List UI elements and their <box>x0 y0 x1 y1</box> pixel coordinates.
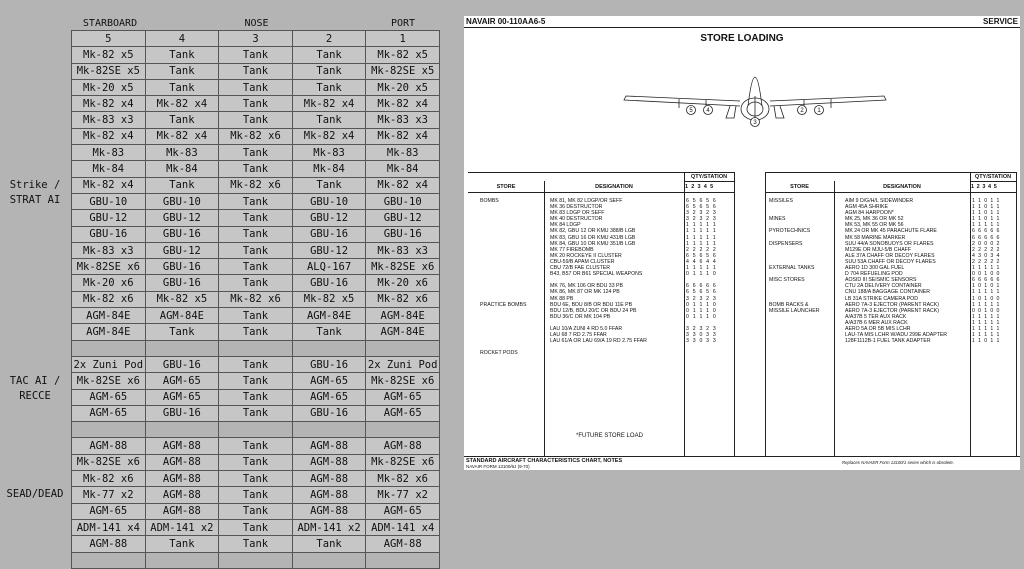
group-label-line: RECCE <box>19 389 51 402</box>
loadout-row <box>72 161 440 177</box>
loadout-cell: GBU-12 <box>292 210 366 226</box>
loadout-cell: AGM-84E <box>366 308 440 324</box>
loadout-cell: GBU-16 <box>366 226 440 242</box>
loadout-cell: Mk-82 x4 <box>72 96 146 112</box>
doc-id: NAVAIR 00-110AA6-5 <box>466 17 546 26</box>
station-marker-4: 4 <box>706 108 710 114</box>
loadout-cell: Tank <box>219 79 293 95</box>
loadout-cell: Tank <box>219 438 293 454</box>
left-designations: MK 81, MK 82 LDGP/OR SEFF MK 36 DESTRUCTOR MK 83 LDGP OR SEFF MK 40 DESTRUCTOR MK 84 LDGP MK 82, GBU 12 OR KMU 388/B LGB MK 83, GBU 16 OR KMU 431/B LGB MK 84, GBU 10 OR KMU 351/B LGB MK 77 FIREBOMB MK 20 ROCKEYE II CLUSTER CBU-59/B APAM CLUSTER CBU 72/B FAE CLUSTER B43, B57 OR B61 SPECIAL WEAPONS MK 76, MK 106 OR BDU 33 PB MK 86, MK 87 OR MK 124 PB MK 88 PB BDU 6E, BDU 8/B OR BDU 11E PB BDU 12/B, BDU 20/C OR BDU 24 PB BDU 36/C OR MK 104 PB LAU 10/A ZUNI 4 RD 5.0 FFAR LAU 68 7 RD 2.75 FFAR LAU 61/A OR LAU 69/A 19 RD 2.75 FFAR <box>550 198 647 345</box>
loadout-row <box>72 96 440 112</box>
loadout-cell: AGM-88 <box>292 471 366 487</box>
group-label <box>0 487 70 502</box>
loadout-cell: Tank <box>219 471 293 487</box>
loadout-cell: AGM-65 <box>72 503 146 519</box>
group-label <box>0 178 70 208</box>
loadout-cell: Mk-77 x2 <box>366 487 440 503</box>
loadout-cell: GBU-16 <box>292 226 366 242</box>
loadout-cell: Mk-82 x4 <box>292 128 366 144</box>
loadout-row <box>72 324 440 340</box>
loadout-row <box>72 373 440 389</box>
service-label: SERVICE <box>983 17 1018 26</box>
loadout-cell: Mk-82 x4 <box>72 177 146 193</box>
loadout-cell: Mk-82 x6 <box>366 291 440 307</box>
loadout-cell: GBU-12 <box>145 242 219 258</box>
loadout-cell: Mk-82 x6 <box>219 291 293 307</box>
station-number: 3 <box>219 31 293 47</box>
loadout-cell: 2x Zuni Pod <box>366 356 440 372</box>
loadout-cell: GBU-16 <box>72 226 146 242</box>
loadout-row <box>72 112 440 128</box>
loadout-cell: Tank <box>219 503 293 519</box>
loadout-row <box>72 389 440 405</box>
station-cols-right: 12345 <box>971 184 1000 190</box>
station-marker-2: 2 <box>800 108 804 114</box>
loadout-row <box>72 145 440 161</box>
loadout-row <box>72 63 440 79</box>
loadout-row <box>72 291 440 307</box>
loadout-cell: GBU-16 <box>145 226 219 242</box>
group-label-line: SEAD/DEAD <box>6 488 64 501</box>
loadout-row <box>72 405 440 421</box>
loadout-cell: Mk-83 <box>72 145 146 161</box>
loadout-cell: AGM-88 <box>292 503 366 519</box>
loadout-cell: AGM-65 <box>145 373 219 389</box>
loadout-cell: Tank <box>292 177 366 193</box>
loadout-cell: AGM-65 <box>72 405 146 421</box>
loadout-cell: Mk-84 <box>72 161 146 177</box>
loadout-cell: AGM-88 <box>145 503 219 519</box>
loadout-cell: Tank <box>219 519 293 535</box>
group-separator-row <box>72 340 440 356</box>
station-marker-1: 1 <box>817 108 821 114</box>
loadout-cell: Mk-82 x4 <box>292 96 366 112</box>
loadout-cell: Mk-83 x3 <box>366 112 440 128</box>
loadout-cell: Mk-82SE x5 <box>366 63 440 79</box>
station-cols-left: 12345 <box>685 184 717 190</box>
loadout-cell: Tank <box>219 193 293 209</box>
loadout-cell: Tank <box>219 536 293 552</box>
loadout-cell: AGM-84E <box>145 308 219 324</box>
loadout-cell: GBU-16 <box>145 259 219 275</box>
loadout-cell: Mk-82 x4 <box>72 128 146 144</box>
loadout-cell: GBU-16 <box>292 356 366 372</box>
loadout-cell: Tank <box>145 324 219 340</box>
loadout-cell: ADM-141 x2 <box>145 519 219 535</box>
loadout-cell: GBU-10 <box>145 193 219 209</box>
loadout-cell: Mk-83 x3 <box>72 242 146 258</box>
loadout-cell: AGM-84E <box>72 324 146 340</box>
loadout-table <box>71 30 440 569</box>
loadout-cell: GBU-10 <box>72 193 146 209</box>
future-store-note: *FUTURE STORE LOAD <box>576 433 643 439</box>
group-label-line: Strike / <box>9 179 61 191</box>
loadout-row <box>72 487 440 503</box>
loadout-cell: Tank <box>219 145 293 161</box>
loadout-cell: Tank <box>219 242 293 258</box>
loadout-cell: Tank <box>292 63 366 79</box>
loadout-cell: Tank <box>219 112 293 128</box>
right-store-categories: MISSILES MINES PYROTECHNICS DISPENSERS EXTERNAL TANKS MISC STORES BOMB RACKS & MISSILE LAUNCHER <box>769 198 820 314</box>
loadout-cell: Mk-82 x5 <box>145 291 219 307</box>
loadout-cell: Mk-83 x3 <box>72 112 146 128</box>
loadout-cell: Mk-82SE x5 <box>72 63 146 79</box>
loadout-cell: Mk-82 x6 <box>219 177 293 193</box>
loadout-row <box>72 356 440 372</box>
starboard-header: STARBOARD <box>82 18 138 29</box>
loadout-cell: AGM-88 <box>145 471 219 487</box>
loadout-cell: Mk-83 <box>145 145 219 161</box>
loadout-cell: Tank <box>292 79 366 95</box>
right-quantities: 1 1 0 1 1 1 1 0 1 1 1 1 0 1 1 1 1 0 1 1 1 1 1 1 1 6 6 6 6 6 6 6 6 6 6 2 0 0 0 2 2 2 2 2 2 4 3 0 3 4 2 2 2 2 2 1 1 1 1 1 0 0 1 0 0 6 6 6 6 6 1 0 1 0 1 1 1 1 1 1 1 0 1 0 0 1 1 1 1 1 0 0 1 0 0 1 1 1 1 1 1 1 1 1 1 1 1 1 1 1 1 1 1 1 1 1 1 0 1 1 <box>972 198 1001 345</box>
loadout-cell: GBU-16 <box>292 405 366 421</box>
port-header: PORT <box>390 18 416 29</box>
loadout-cell: AGM-88 <box>145 487 219 503</box>
loadout-cell: Tank <box>145 112 219 128</box>
loadout-cell: Tank <box>145 47 219 63</box>
loadout-cell: ADM-141 x2 <box>292 519 366 535</box>
loadout-cell: AGM-65 <box>366 405 440 421</box>
loadout-cell: AGM-65 <box>292 373 366 389</box>
loadout-cell: Mk-82SE x6 <box>366 373 440 389</box>
loadout-cell: Tank <box>219 275 293 291</box>
loadout-cell: Mk-82 x5 <box>366 47 440 63</box>
group-label-line: STRAT AI <box>9 194 61 206</box>
loadout-row <box>72 210 440 226</box>
loadout-cell: GBU-16 <box>145 405 219 421</box>
loadout-cell: Mk-84 <box>366 161 440 177</box>
loadout-cell: ALQ-167 <box>292 259 366 275</box>
loadout-cell: GBU-12 <box>72 210 146 226</box>
loadout-cell: AGM-65 <box>292 389 366 405</box>
loadout-row <box>72 438 440 454</box>
group-label-line: TAC AI / <box>9 374 61 387</box>
loadout-cell: Mk-83 <box>292 145 366 161</box>
loadout-cell: Mk-20 x5 <box>366 79 440 95</box>
loadout-cell: Tank <box>219 373 293 389</box>
loadout-cell: Mk-82 x6 <box>366 471 440 487</box>
loadout-cell: Tank <box>145 79 219 95</box>
loadout-cell: AGM-88 <box>145 438 219 454</box>
loadout-cell: Tank <box>219 356 293 372</box>
loadout-cell: AGM-65 <box>366 503 440 519</box>
loadout-cell: AGM-88 <box>366 536 440 552</box>
loadout-row <box>72 226 440 242</box>
qty-station-left: QTY/STATION <box>690 174 728 180</box>
right-designations: AIM 9 D/G/H/L SIDEWINDER AGM 45A SHRIKE AGM 84 HARPOON* MK 25, MK 36 OR MK 52 MK 53, MK 55 OR MK 56 MK 24 OR MK 45 PARACHUTE FLARE MK 58 MARINE MARKER SUU 44/A SONOBUOYS OR FLARES M129E OR MJU-5/B CHAFF ALE 37A CHAFF OR DECOY FLARES SUU 53A CHAFF OR DECOY FLARES AERO 1D 300 GAL FUEL D 704 REFUELING POD AOSID III SEISMIC SENSORS CTU 2A DELIVERY CONTAINER CNU 188/A BAGGAGE CONTAINER LB 31A STRIKE CAMERA POD AERO 7A-3 EJECTOR (PARENT RACK) AERO 7A-3 EJECTOR (PARENT RACK) A/A37B 5 TER AUX RACK A/A37B 6 MER AUX RACK AERO 5A OR 5B MIS LCHR LAU-7A MIS LCHR W/ADU 299E ADAPTER 128F1112B-1 FUEL TANK ADAPTER <box>845 198 948 345</box>
loadout-cell: Tank <box>292 324 366 340</box>
loadout-cell: Mk-82SE x6 <box>366 259 440 275</box>
store-header-right: STORE <box>790 184 809 190</box>
group-separator-row <box>72 422 440 438</box>
aircraft-drawing <box>614 46 904 136</box>
store-loading-chart <box>464 16 1020 470</box>
loadout-cell: Mk-84 <box>145 161 219 177</box>
trailing-empty-row <box>72 552 440 568</box>
loadout-cell: Mk-82 x6 <box>219 128 293 144</box>
loadout-row <box>72 503 440 519</box>
loadout-cell: Mk-20 x5 <box>72 79 146 95</box>
designation-header-right: DESIGNATION <box>883 184 921 190</box>
station-marker-3: 3 <box>753 120 757 126</box>
loadout-cell: AGM-65 <box>366 389 440 405</box>
loadout-cell: Mk-82 x6 <box>72 291 146 307</box>
loadout-cell: Tank <box>145 63 219 79</box>
store-header-left: STORE <box>496 184 516 190</box>
loadout-cell: Mk-82SE x6 <box>72 454 146 470</box>
group-label <box>0 374 70 404</box>
loadout-cell: Mk-82SE x6 <box>366 454 440 470</box>
loadout-cell: Tank <box>219 324 293 340</box>
loadout-row <box>72 471 440 487</box>
station-number-row <box>72 31 440 47</box>
loadout-row <box>72 454 440 470</box>
loadout-cell: Tank <box>219 454 293 470</box>
loadout-cell: Mk-82 x4 <box>366 96 440 112</box>
loadout-cell: Mk-82SE x6 <box>72 373 146 389</box>
loadout-cell: Tank <box>219 96 293 112</box>
loadout-panel <box>0 0 450 564</box>
left-quantities: 6 5 6 5 6 6 5 6 5 6 3 2 3 2 3 3 2 3 2 3 1 1 1 1 1 1 1 1 1 1 1 1 1 1 1 1 1 1 1 1 2 2 2 2 2 6 5 6 5 6 4 4 6 4 4 1 1 1 1 1 0 1 1 1 0 6 6 6 6 6 6 5 6 5 6 3 2 3 2 3 0 1 1 1 0 0 1 1 1 0 0 1 1 1 0 3 2 3 2 3 3 3 0 3 3 3 3 0 3 3 <box>686 198 717 345</box>
loadout-cell: Mk-82 x4 <box>366 128 440 144</box>
loadout-cell: Mk-77 x2 <box>72 487 146 503</box>
loadout-cell: GBU-12 <box>145 210 219 226</box>
loadout-cell: AGM-65 <box>145 389 219 405</box>
loadout-cell: AGM-84E <box>292 308 366 324</box>
loadout-cell: Tank <box>219 210 293 226</box>
loadout-row <box>72 259 440 275</box>
loadout-cell: GBU-16 <box>145 275 219 291</box>
loadout-cell: 2x Zuni Pod <box>72 356 146 372</box>
loadout-row <box>72 177 440 193</box>
loadout-cell: AGM-84E <box>366 324 440 340</box>
loadout-cell: Mk-82 x4 <box>145 96 219 112</box>
loadout-cell: GBU-10 <box>366 193 440 209</box>
loadout-row <box>72 47 440 63</box>
loadout-cell: Tank <box>219 161 293 177</box>
loadout-cell: GBU-12 <box>366 210 440 226</box>
loadout-cell: Tank <box>219 308 293 324</box>
footer-note: Replaces NAVAER Form 13100/1 series which is obsolete. <box>842 460 955 465</box>
loadout-cell: Tank <box>292 112 366 128</box>
loadout-cell: AGM-84E <box>72 308 146 324</box>
loadout-cell: Mk-20 x6 <box>366 275 440 291</box>
loadout-cell: ADM-141 x4 <box>72 519 146 535</box>
loadout-cell: Mk-82 x4 <box>366 177 440 193</box>
loadout-cell: GBU-12 <box>292 242 366 258</box>
footer-form: NAVAIR FORM 13100/6J (9-70) <box>466 464 530 469</box>
station-marker-5: 5 <box>689 108 693 114</box>
loadout-cell: Tank <box>219 226 293 242</box>
footer-title: STANDARD AIRCRAFT CHARACTERISTICS CHART, NOTES <box>466 458 623 464</box>
loadout-row <box>72 536 440 552</box>
loadout-cell: Mk-83 <box>366 145 440 161</box>
qty-station-right: QTY/STATION <box>974 174 1012 180</box>
loadout-cell: Mk-84 <box>292 161 366 177</box>
loadout-cell: GBU-16 <box>292 275 366 291</box>
loadout-row <box>72 242 440 258</box>
loadout-cell: Mk-82 x5 <box>72 47 146 63</box>
loadout-row <box>72 308 440 324</box>
loadout-cell: AGM-88 <box>366 438 440 454</box>
loadout-row <box>72 79 440 95</box>
loadout-cell: Mk-82 x5 <box>292 291 366 307</box>
loadout-cell: Mk-82SE x6 <box>72 259 146 275</box>
loadout-cell: Tank <box>219 487 293 503</box>
loadout-cell: Tank <box>145 536 219 552</box>
loadout-cell: ADM-141 x4 <box>366 519 440 535</box>
chart-title: STORE LOADING <box>700 33 784 44</box>
nose-header: NOSE <box>244 18 269 29</box>
loadout-cell: Tank <box>219 405 293 421</box>
loadout-cell: Tank <box>145 177 219 193</box>
loadout-row <box>72 519 440 535</box>
loadout-row <box>72 275 440 291</box>
station-number: 1 <box>366 31 440 47</box>
loadout-row <box>72 193 440 209</box>
loadout-cell: AGM-88 <box>72 438 146 454</box>
loadout-cell: Mk-83 x3 <box>366 242 440 258</box>
loadout-cell: Tank <box>219 63 293 79</box>
loadout-cell: Tank <box>219 389 293 405</box>
loadout-cell: Mk-82 x4 <box>145 128 219 144</box>
loadout-cell: AGM-88 <box>145 454 219 470</box>
loadout-cell: AGM-65 <box>72 389 146 405</box>
loadout-cell: Mk-20 x6 <box>72 275 146 291</box>
loadout-cell: Mk-82 x6 <box>72 471 146 487</box>
loadout-cell: GBU-16 <box>145 356 219 372</box>
loadout-cell: AGM-88 <box>292 438 366 454</box>
loadout-cell: Tank <box>292 47 366 63</box>
station-number: 2 <box>292 31 366 47</box>
loadout-cell: GBU-10 <box>292 193 366 209</box>
loadout-cell: AGM-88 <box>72 536 146 552</box>
station-number: 4 <box>145 31 219 47</box>
loadout-cell: Tank <box>219 259 293 275</box>
loadout-cell: AGM-88 <box>292 454 366 470</box>
left-store-categories: BOMBS PRACTICE BOMBS ROCKET PODS <box>480 198 527 357</box>
loadout-cell: Tank <box>292 536 366 552</box>
designation-header-left: DESIGNATION <box>595 184 633 190</box>
loadout-row <box>72 128 440 144</box>
loadout-cell: AGM-88 <box>292 487 366 503</box>
loadout-cell: Tank <box>219 47 293 63</box>
station-number: 5 <box>72 31 146 47</box>
